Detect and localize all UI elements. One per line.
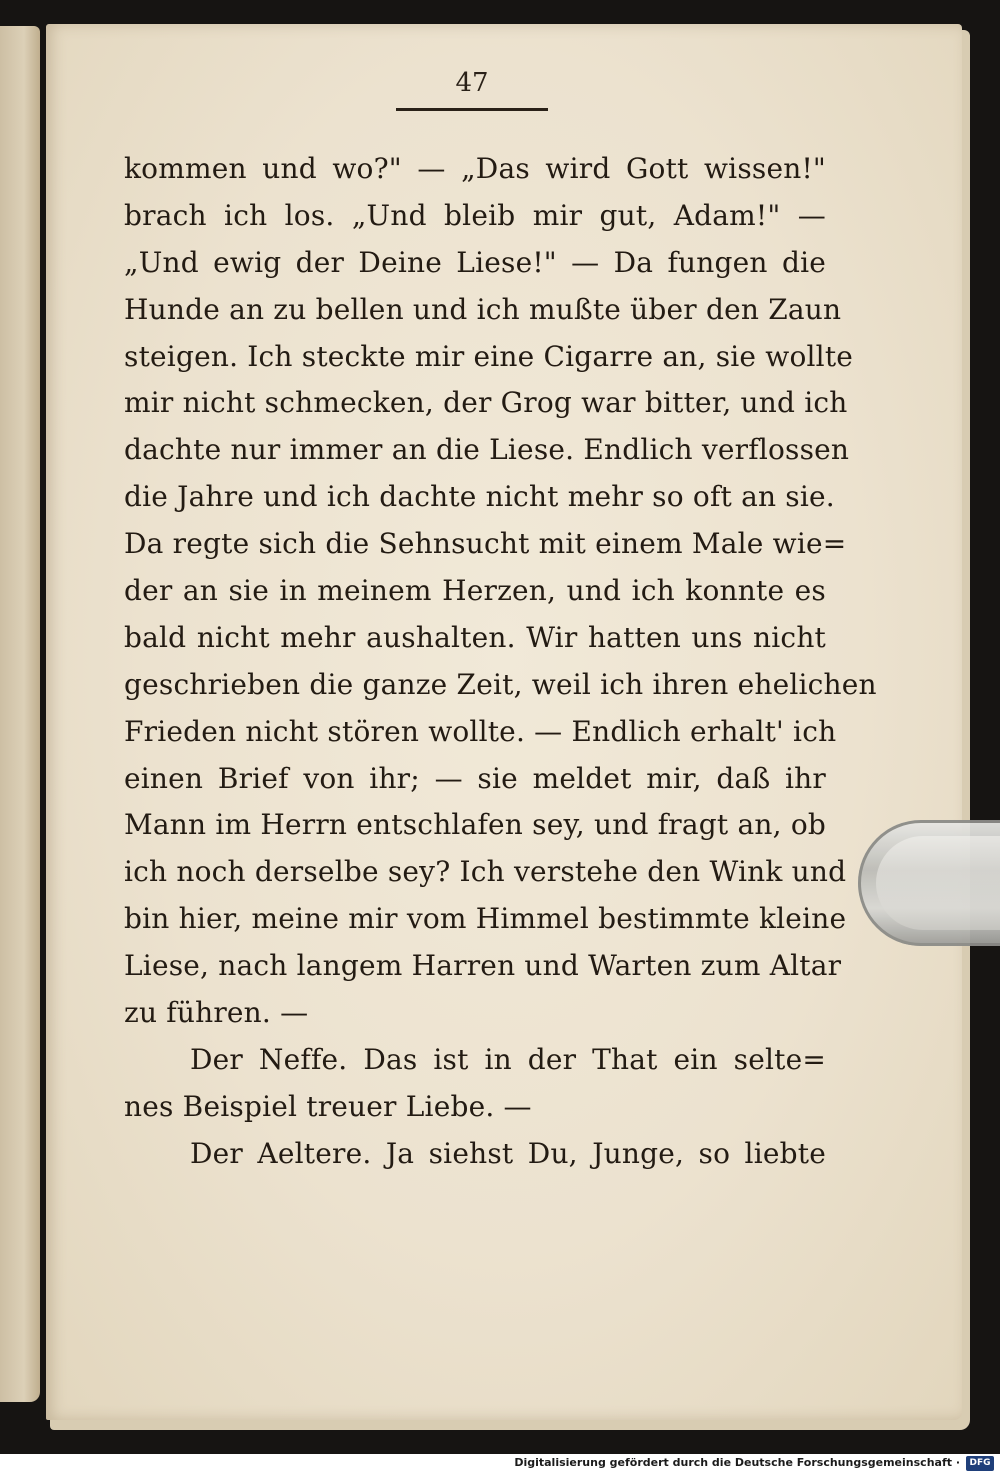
dfg-logo: DFG <box>966 1456 994 1471</box>
text-line: Frieden nicht stören wollte. — Endlich erhalt' ich <box>124 714 837 748</box>
text-line: die Jahre und ich dachte nicht mehr so oft an sie. <box>124 480 835 514</box>
funding-note: Digitalisierung gefördert durch die Deutsche Forschungsgemeinschaft · <box>514 1456 960 1469</box>
text-line: einen Brief von ihr; — sie meldet mir, daß ihr <box>124 761 826 795</box>
text-line: Da regte sich die Sehnsucht mit einem Male wie= <box>124 527 847 561</box>
text-line: kommen und wo?" — „Das wird Gott wissen!" <box>124 152 826 185</box>
text-line: Der Neffe. Das ist in der That ein selte= <box>190 1042 826 1076</box>
text-line: Der Aeltere. Ja siehst Du, Junge, so liebte <box>190 1136 826 1170</box>
text-line: bald nicht mehr aushalten. Wir hatten uns nicht <box>124 620 826 654</box>
text-line: der an sie in meinem Herzen, und ich konnte es <box>124 574 826 608</box>
text-line: zu führen. — <box>124 996 309 1030</box>
page-number: 47 <box>455 68 489 98</box>
body-text <box>124 146 877 1178</box>
text-line: dachte nur immer an die Liese. Endlich verflossen <box>124 433 850 467</box>
text-line: brach ich los. „Und bleib mir gut, Adam!" — <box>124 198 826 232</box>
header-rule <box>396 108 548 111</box>
text-line: mir nicht schmecken, der Grog war bitter, und ich <box>124 386 848 420</box>
text-line: bin hier, meine mir vom Himmel bestimmte kleine <box>124 902 847 936</box>
previous-page-edge <box>0 26 40 1402</box>
text-line: nes Beispiel treuer Liebe. — <box>124 1089 532 1123</box>
text-line: geschrieben die ganze Zeit, weil ich ihren ehelichen <box>124 667 877 701</box>
text-line: Hunde an zu bellen und ich mußte über den Zaun <box>124 292 842 326</box>
text-line: „Und ewig der Deine Liese!" — Da fungen die <box>124 245 826 279</box>
text-line: steigen. Ich steckte mir eine Cigarre an, sie wollte <box>124 339 854 373</box>
text-line: Mann im Herrn entschlafen sey, und fragt an, ob <box>124 808 826 842</box>
text-line: ich noch derselbe sey? Ich verstehe den Wink und <box>124 855 847 889</box>
text-line: Liese, nach langem Harren und Warten zum Altar <box>124 949 842 983</box>
page-clip-highlight <box>876 836 1000 930</box>
